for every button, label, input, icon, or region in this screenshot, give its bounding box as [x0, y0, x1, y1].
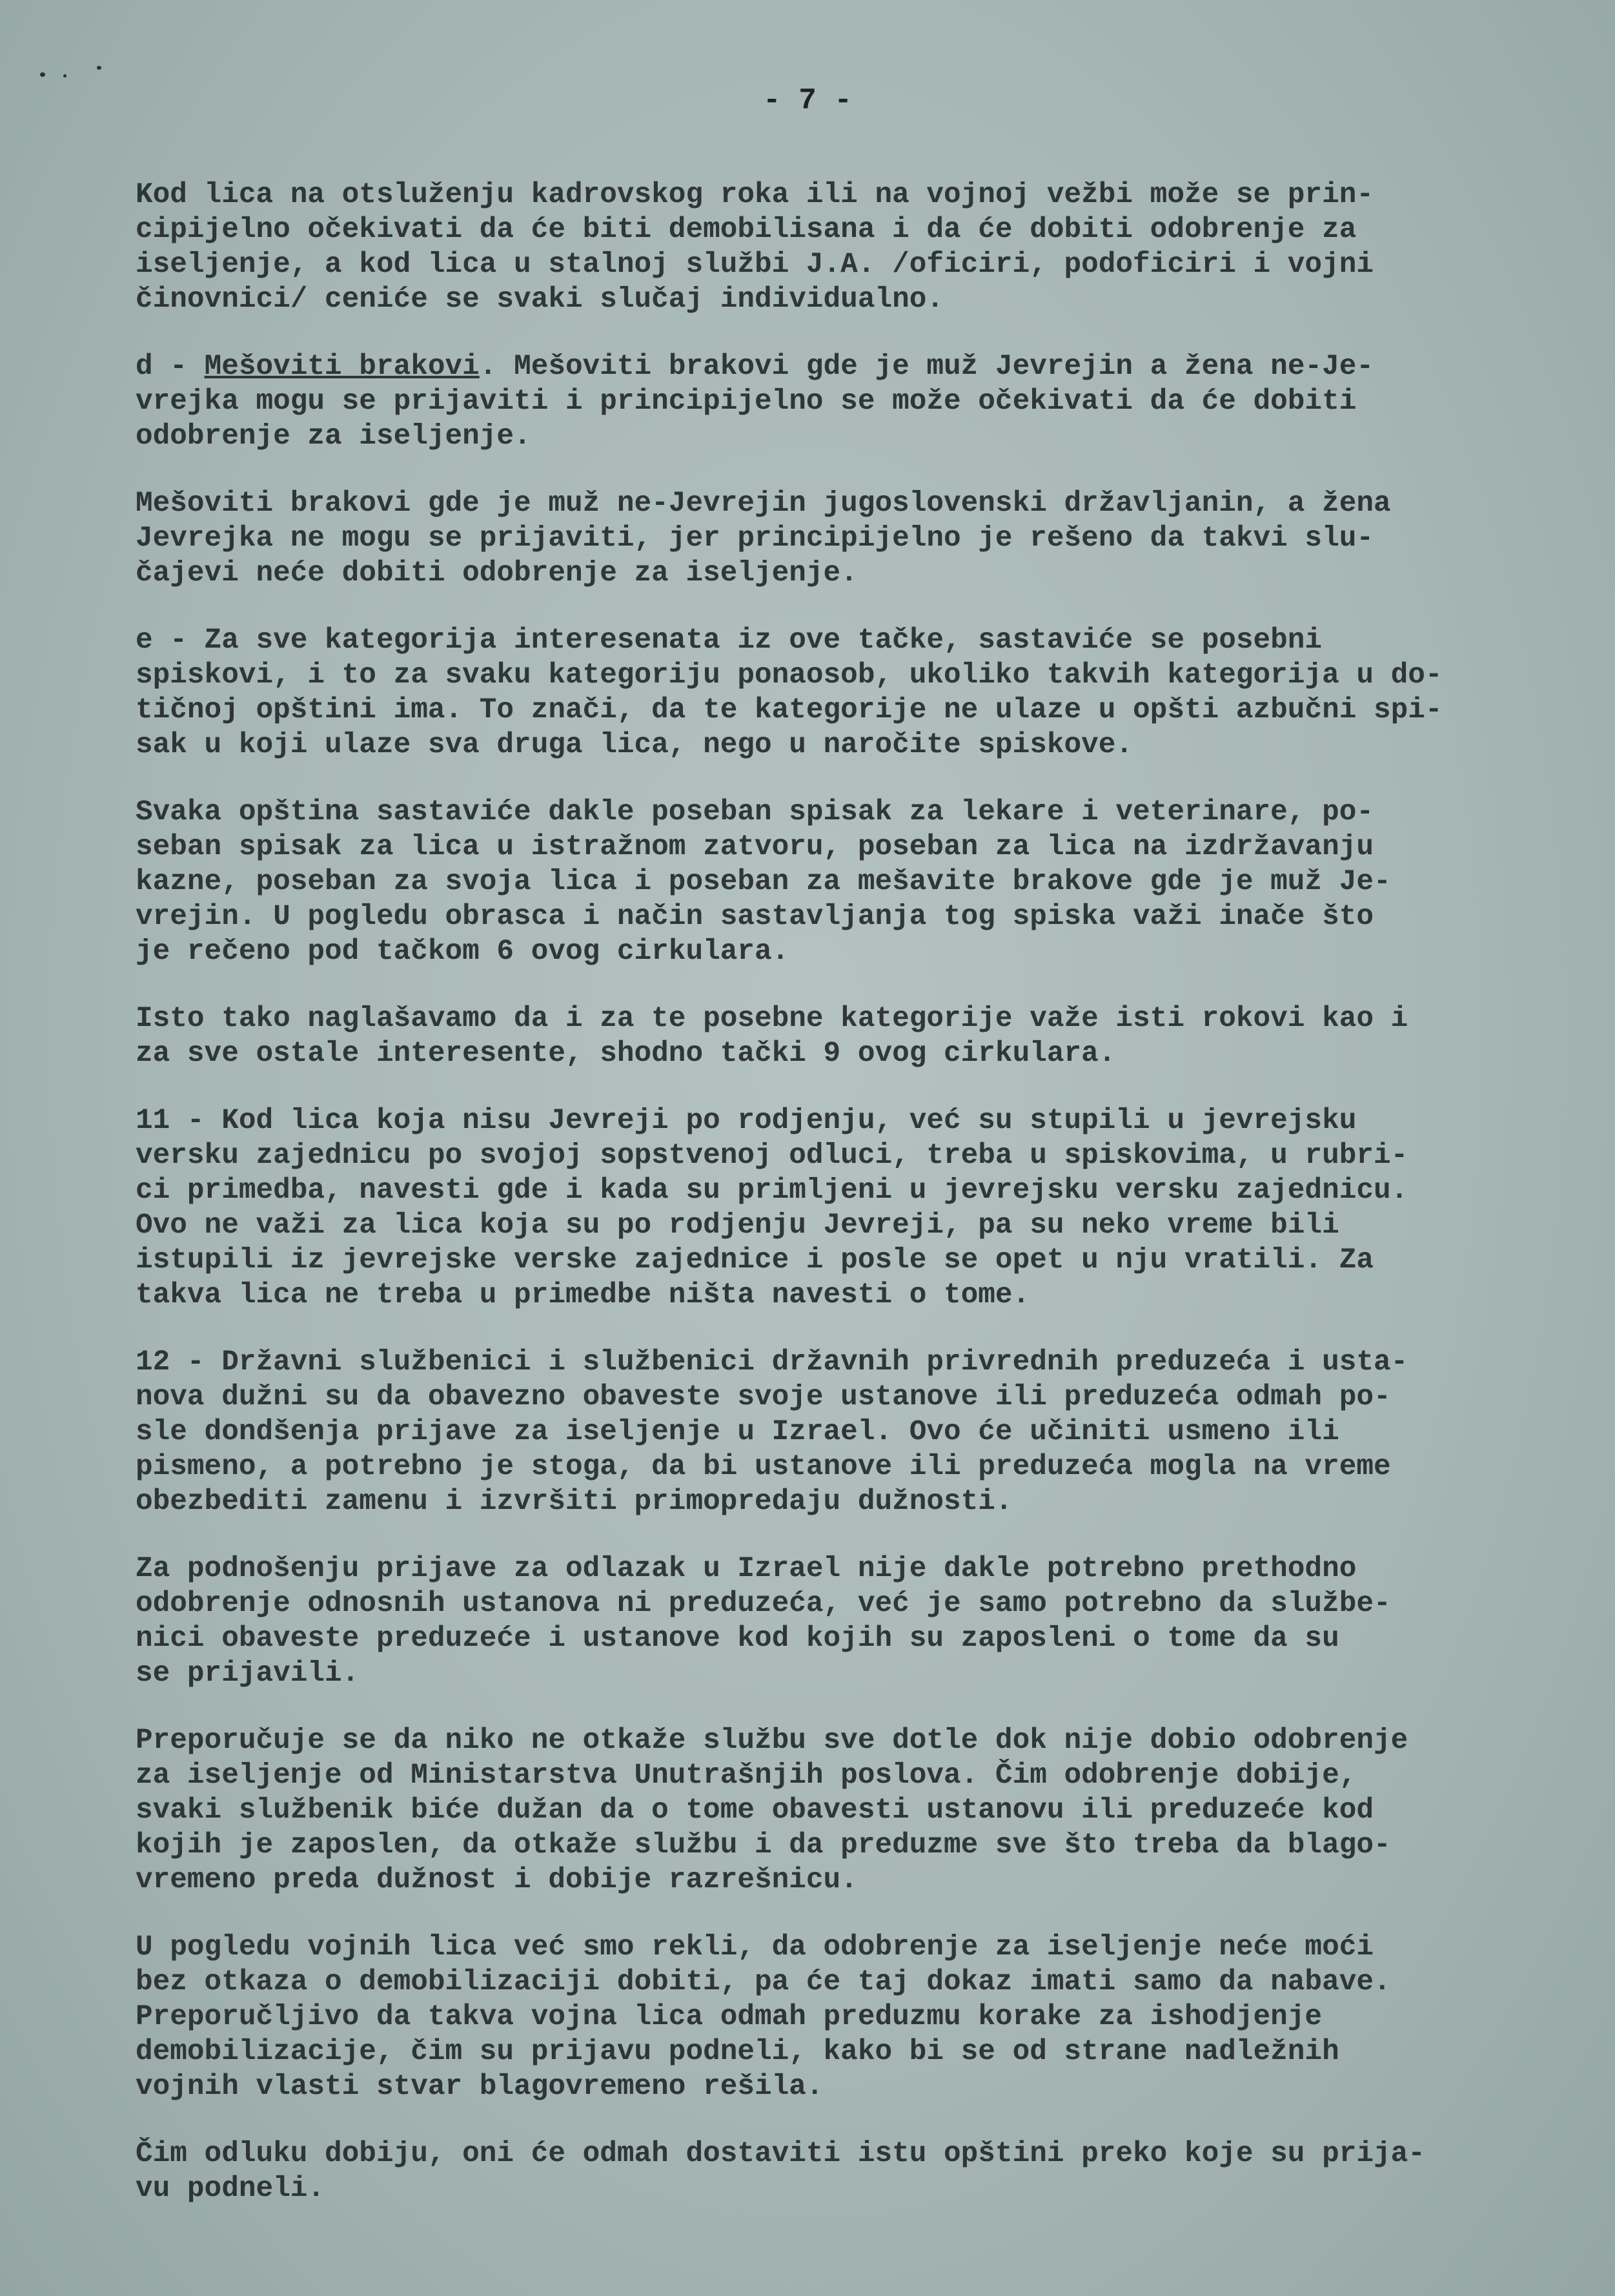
text-line: vrejin. U pogledu obrasca i način sastavljanja tog spiska važi inače što: [136, 901, 1374, 933]
paragraph: [136, 2137, 1581, 2206]
heading-continuation: . Mešoviti brakovi gde je muž Jevrejin a žena ne-Je-: [479, 351, 1374, 383]
text-line: Kod lica na otsluženju kadrovskog roka ili na vojnoj vežbi može se prin-: [136, 179, 1374, 211]
text-line: pismeno, a potrebno je stoga, da bi ustanove ili preduzeća mogla na vreme: [136, 1451, 1391, 1483]
text-line: nova dužni su da obavezno obaveste svoje ustanove ili preduzeća odmah po-: [136, 1381, 1391, 1413]
text-line: kazne, poseban za svoja lica i poseban za mešavite brakove gde je muž Je-: [136, 866, 1391, 898]
text-line: za sve ostale interesente, shodno tački 9 ovog cirkulara.: [136, 1038, 1116, 1070]
text-line: Čim odluku dobiju, oni će odmah dostaviti istu opštini preko koje su prija-: [136, 2138, 1425, 2170]
text-line: sle dondšenja prijave za iseljenje u Izrael. Ovo će učiniti usmeno ili: [136, 1416, 1339, 1448]
text-line: 11 - Kod lica koja nisu Jevreji po rodjenju, već su stupili u jevrejsku: [136, 1105, 1357, 1137]
text-line: vremeno preda dužnost i dobije razrešnicu.: [136, 1864, 858, 1896]
text-line: odobrenje odnosnih ustanova ni preduzeća, već je samo potrebno da službe-: [136, 1588, 1391, 1620]
text-line: 12 - Državni službenici i službenici državnih privrednih preduzeća i usta-: [136, 1346, 1408, 1379]
document-body: [136, 178, 1581, 2239]
paragraph: [136, 1103, 1581, 1313]
text-line: Svaka opština sastaviće dakle poseban spisak za lekare i veterinare, po-: [136, 796, 1374, 828]
text-line: Jevrejka ne mogu se prijaviti, jer principijelno je rešeno da takvi slu-: [136, 522, 1374, 555]
text-line: demobilizacije, čim su prijavu podneli, kako bi se od strane nadležnih: [136, 2036, 1339, 2068]
text-line: vojnih vlasti stvar blagovremeno rešila.: [136, 2071, 824, 2103]
text-line: svaki službenik biće dužan da o tome obavesti ustanovu ili preduzeće kod: [136, 1794, 1374, 1827]
text-line: Isto tako naglašavamo da i za te posebne kategorije važe isti rokovi kao i: [136, 1003, 1408, 1035]
text-line: Preporučljivo da takva vojna lica odmah preduzmu korake za ishodjenje: [136, 2001, 1323, 2033]
paragraph: [136, 1930, 1581, 2104]
section-heading: Mešoviti brakovi: [204, 351, 480, 383]
text-line: Mešoviti brakovi gde je muž ne-Jevrejin jugoslovenski državljanin, a žena: [136, 487, 1391, 520]
paragraph: [136, 623, 1581, 763]
text-line: takva lica ne treba u primedbe ništa navesti o tome.: [136, 1279, 1030, 1311]
text-line: istupili iz jevrejske verske zajednice i posle se opet u nju vratili. Za: [136, 1244, 1374, 1276]
paragraph: [136, 1552, 1581, 1691]
dust-mark: [97, 66, 101, 70]
text-line: nici obaveste preduzeće i ustanove kod kojih su zaposleni o tome da su: [136, 1623, 1339, 1655]
page-number: - 7 -: [762, 84, 853, 118]
text-line: Za podnošenju prijave za odlazak u Izrael nije dakle potrebno prethodno: [136, 1553, 1357, 1585]
dust-mark: [40, 72, 45, 77]
text-line: Preporučuje se da niko ne otkaže službu sve dotle dok nije dobio odobrenje: [136, 1725, 1408, 1757]
text-line: vu podneli.: [136, 2173, 325, 2205]
text-line: sak u koji ulaze sva druga lica, nego u naročite spiskove.: [136, 729, 1133, 761]
text-line: e - Za sve kategorija interesenata iz ove tačke, sastaviće se posebni: [136, 624, 1323, 657]
text-line: ci primedba, navesti gde i kada su primljeni u jevrejsku versku zajednicu.: [136, 1174, 1408, 1207]
paragraph: [136, 795, 1581, 969]
text-line: činovnici/ ceniće se svaki slučaj individualno.: [136, 283, 944, 316]
text-line: se prijavili.: [136, 1657, 360, 1690]
text-line: odobrenje za iseljenje.: [136, 420, 531, 453]
text-line: seban spisak za lica u istražnom zatvoru, poseban za lica na izdržavanju: [136, 831, 1374, 863]
text-line: bez otkaza o demobilizaciji dobiti, pa će taj dokaz imati samo da nabave.: [136, 1966, 1391, 1998]
paragraph: [136, 349, 1581, 454]
text-line: U pogledu vojnih lica već smo rekli, da odobrenje za iseljenje neće moći: [136, 1931, 1374, 1963]
text-line: obezbediti zamenu i izvršiti primopredaju dužnosti.: [136, 1486, 1013, 1518]
text-line: spiskovi, i to za svaku kategoriju ponaosob, ukoliko takvih kategorija u do-: [136, 659, 1443, 692]
paragraph: [136, 1001, 1581, 1071]
paragraph: [136, 178, 1581, 317]
paragraph: [136, 1723, 1581, 1898]
text-line: [136, 349, 1581, 384]
text-line: cipijelno očekivati da će biti demobilisana i da će dobiti odobrenje za: [136, 214, 1357, 246]
text-line: iseljenje, a kod lica u stalnoj službi J.A. /oficiri, podoficiri i vojni: [136, 249, 1374, 281]
text-line: tičnoj opštini ima. To znači, da te kategorije ne ulaze u opšti azbučni spi-: [136, 694, 1443, 726]
paragraph: [136, 1345, 1581, 1519]
item-letter: d -: [136, 351, 205, 383]
text-line: je rečeno pod tačkom 6 ovog cirkulara.: [136, 936, 789, 968]
text-line: versku zajednicu po svojoj sopstvenoj odluci, treba u spiskovima, u rubri-: [136, 1140, 1408, 1172]
dust-mark: [63, 74, 66, 77]
paragraph: [136, 486, 1581, 591]
text-line: za iseljenje od Ministarstva Unutrašnjih poslova. Čim odobrenje dobije,: [136, 1759, 1357, 1792]
text-line: Ovo ne važi za lica koja su po rodjenju Jevreji, pa su neko vreme bili: [136, 1209, 1339, 1242]
text-line: vrejka mogu se prijaviti i principijelno se može očekivati da će dobiti: [136, 385, 1357, 418]
text-line: čajevi neće dobiti odobrenje za iseljenje.: [136, 557, 858, 589]
text-line: kojih je zaposlen, da otkaže službu i da preduzme sve što treba da blago-: [136, 1829, 1391, 1861]
